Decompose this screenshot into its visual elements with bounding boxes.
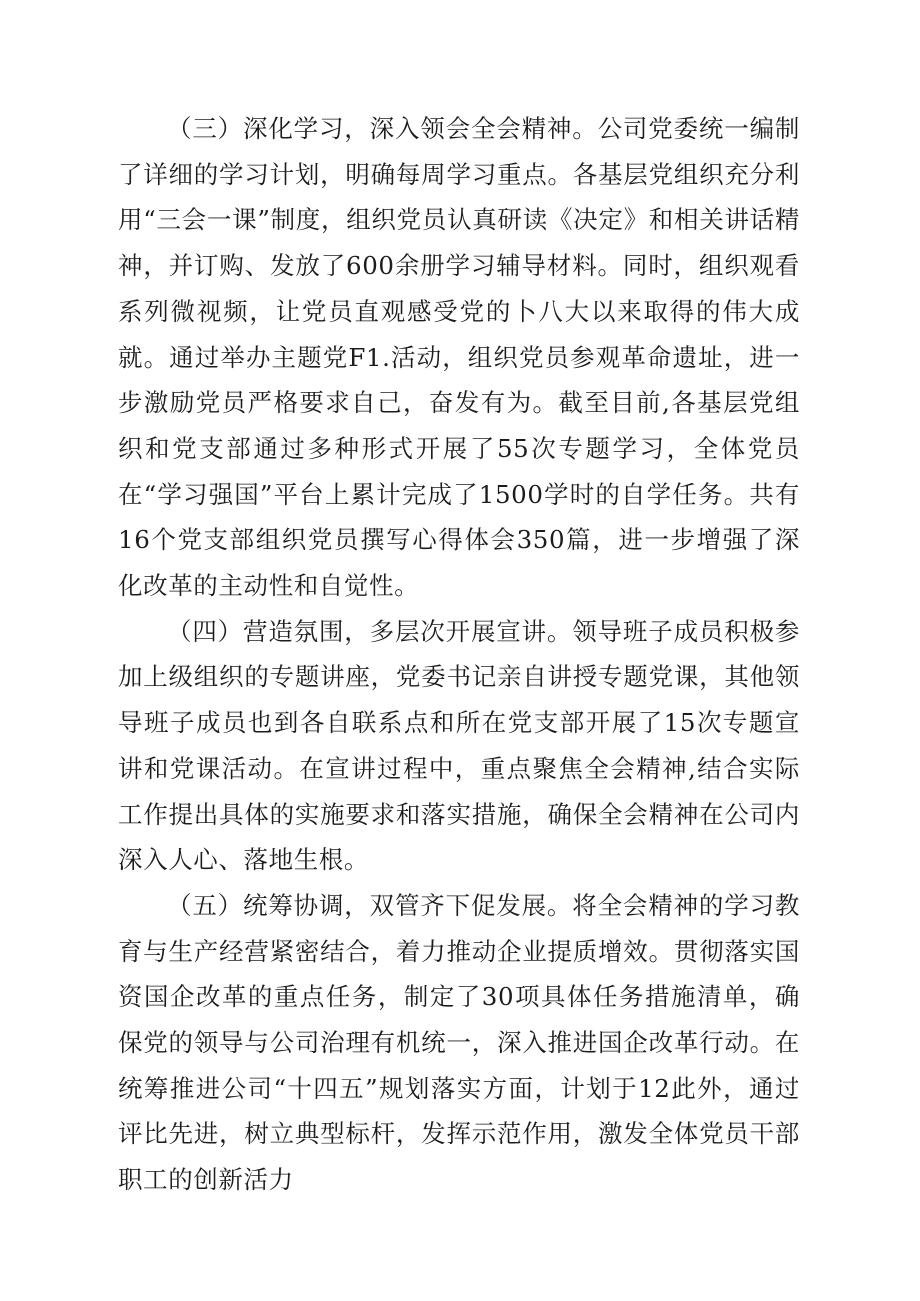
paragraph-section-five: （五）统筹协调，双管齐下促发展。将全会精神的学习教育与生产经营紧密结合，着力推动企业提质增效。贯彻落实国资国企改革的重点任务，制定了30项具体任务措施清单，确保党的领导与公司治理有机统一，深入推进国企改革行动。在统筹推进公司“十四五”规划落实方面，计划于12此外，通过评比先进，树立典型标杆，发挥示范作用，激发全体党员干部职工的创新活力 [118, 890, 800, 1195]
document-body [118, 106, 800, 1203]
paragraph-section-four: （四）营造氛围，多层次开展宣讲。领导班子成员积极参加上级组织的专题讲座，党委书记亲自讲授专题党课，其他领导班子成员也到各自联系点和所在党支部开展了15次专题宣讲和党课活动。在宣讲过程中，重点聚焦全会精神,结合实际工作提出具体的实施要求和落实措施，确保全会精神在公司内深入人心、落地生根。 [118, 616, 800, 875]
paragraph-section-three: （三）深化学习，深入领会全会精神。公司党委统一编制了详细的学习计划，明确每周学习重点。各基层党组织充分利用“三会一课”制度，组织党员认真研读《决定》和相关讲话精神，并订购、发放了600余册学习辅导材料。同时，组织观看系列微视频，让党员直观感受党的卜八大以来取得的伟大成就。通过举办主题党F1.活动，组织党员参观革命遗址，进一步激励党员严格要求自己，奋发有为。截至目前,各基层党组织和党支部通过多种形式开展了55次专题学习，全体党员在“学习强国”平台上累计完成了1500学时的自学任务。共有16个党支部组织党员撰写心得体会350篇，进一步增强了深化改革的主动性和自觉性。 [118, 114, 800, 601]
